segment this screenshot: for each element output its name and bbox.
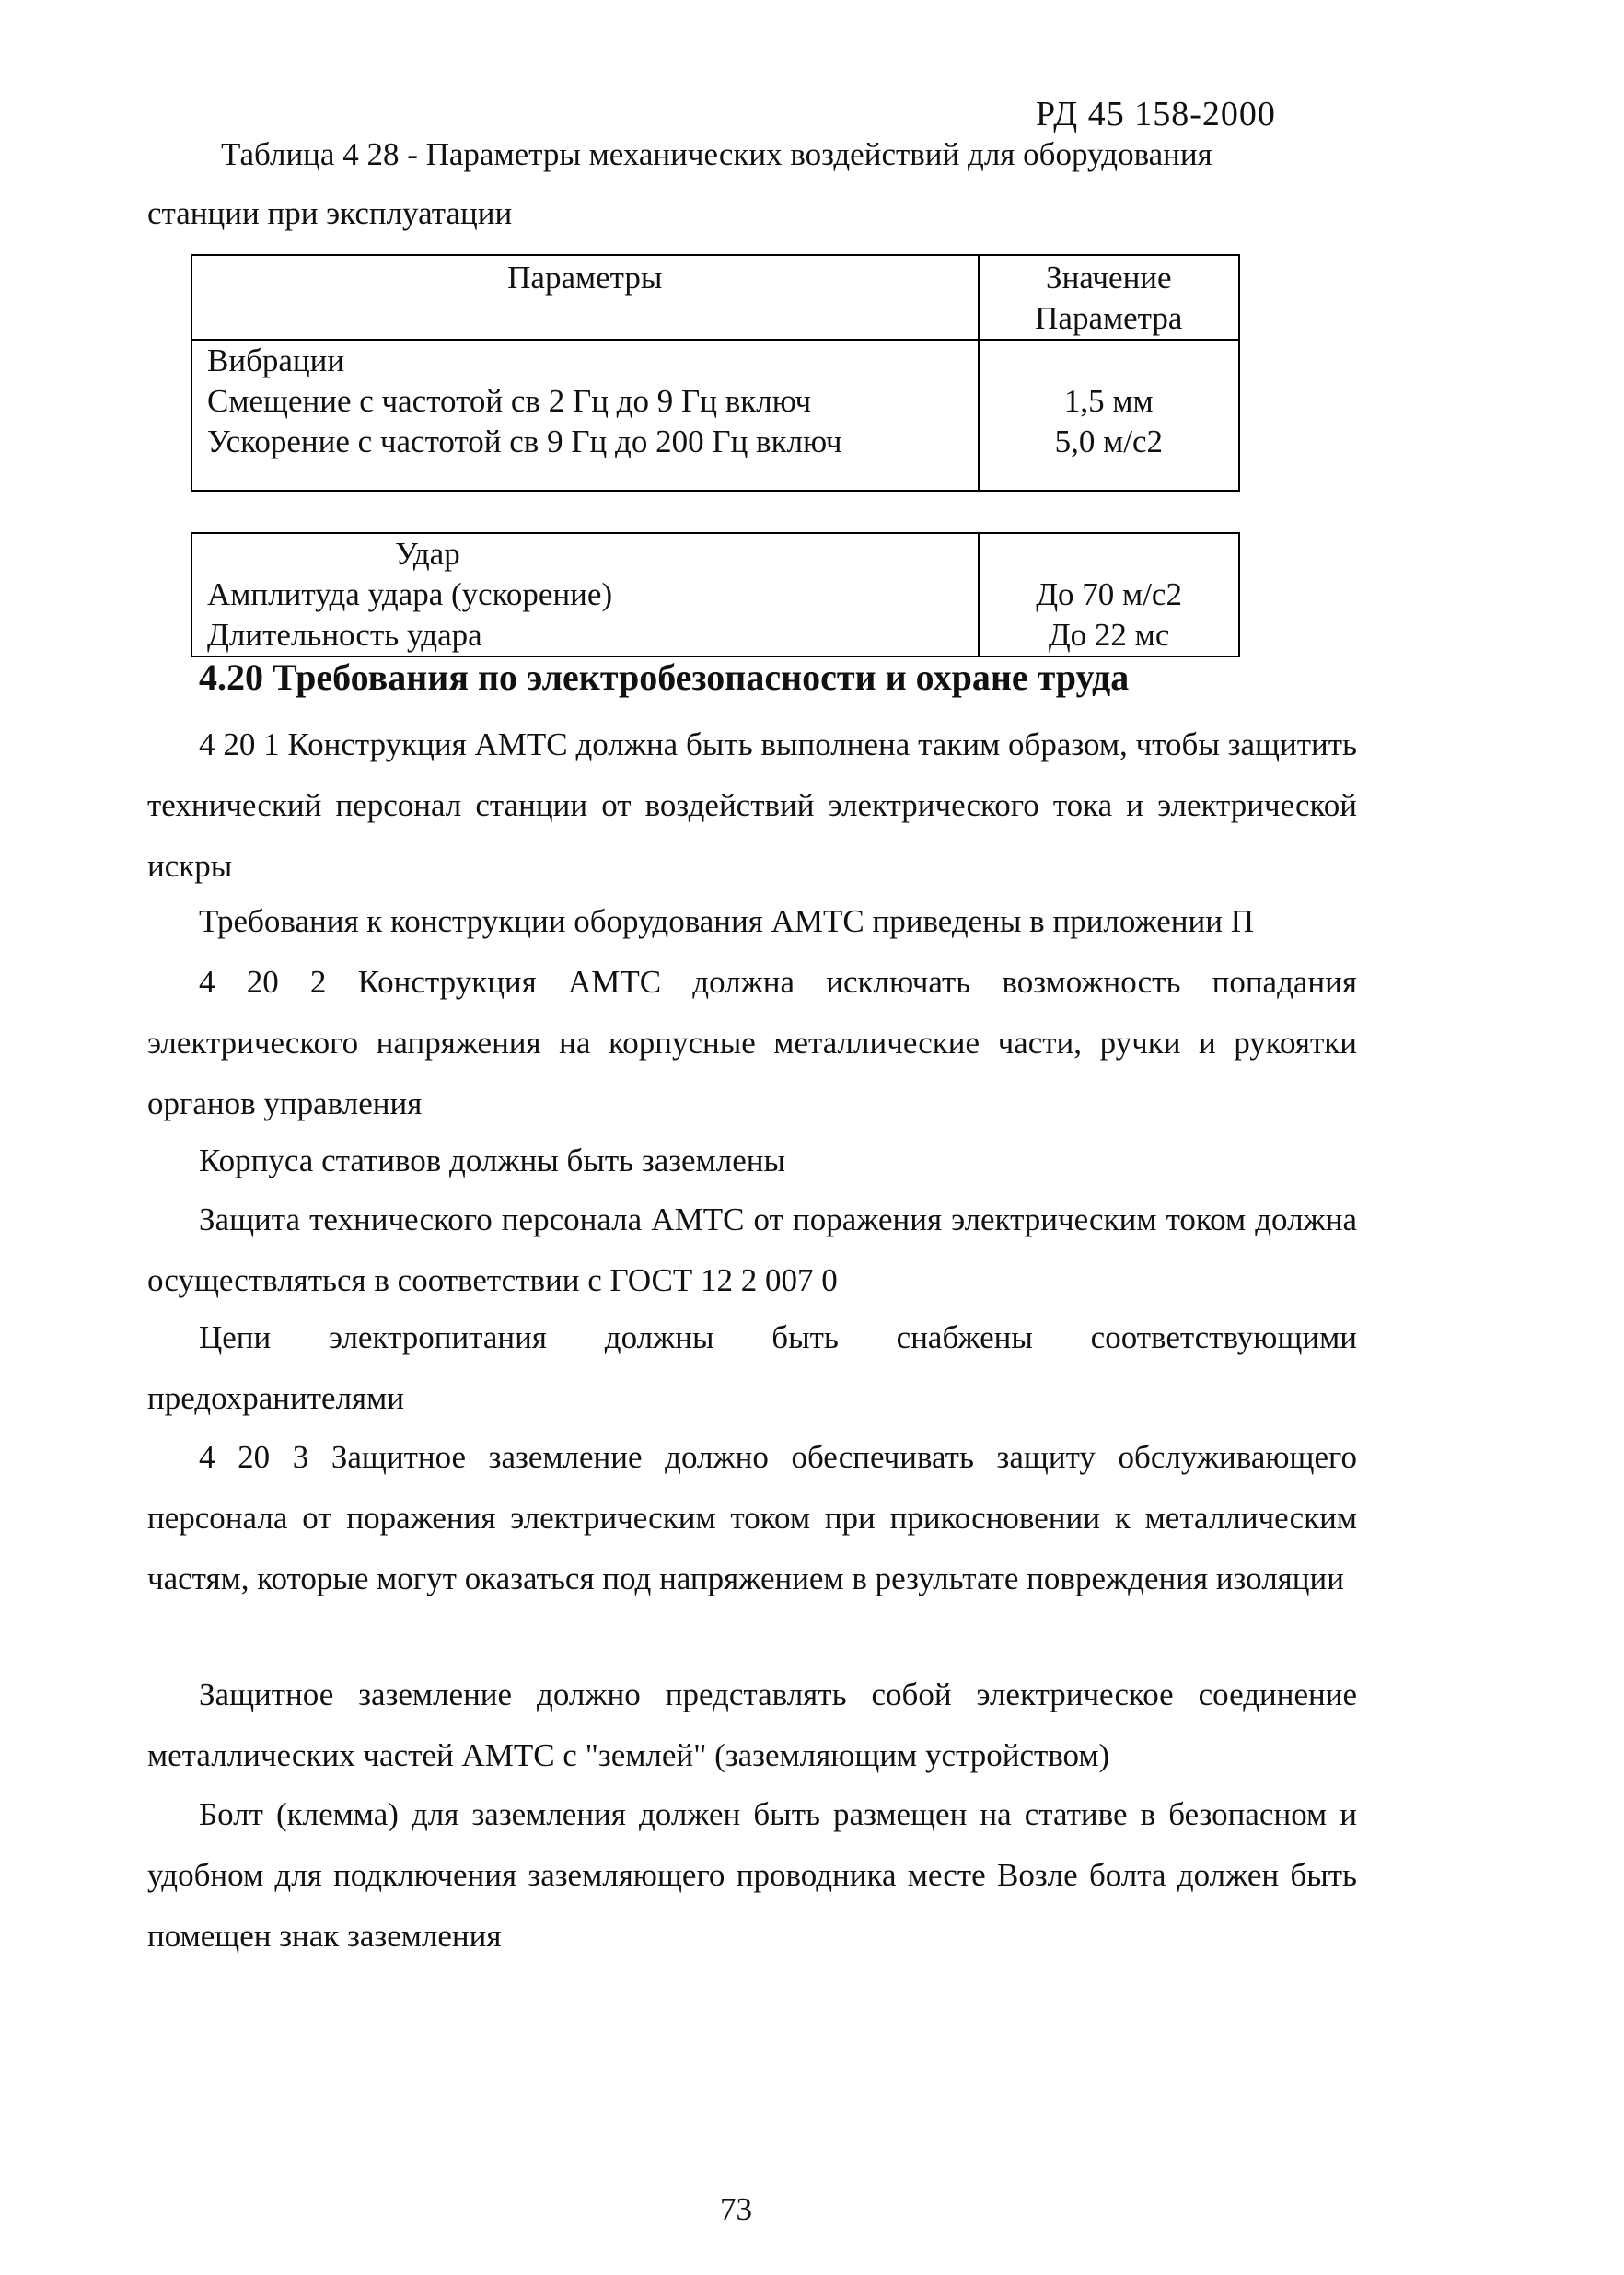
- paragraph-4-20-3: [147, 1427, 1357, 1609]
- value-displacement: 1,5 мм: [1063, 383, 1154, 419]
- table-row: [191, 340, 1239, 491]
- shock-group-label: Удар: [395, 536, 460, 572]
- shock-table: [191, 532, 1240, 657]
- page-number: 73: [720, 2191, 752, 2227]
- paragraph-text: 4 20 2 Конструкция АМТС должна исключать возможность попадания электрического напряжения на корпусные металлические части, ручки и рукоятки органов управления: [147, 964, 1357, 1121]
- value-amplitude: До 70 м/с2: [1036, 576, 1182, 612]
- paragraph-text: 4 20 3 Защитное заземление должно обеспечивать защиту обслуживающего персонала от поражения электрическим током при прикосновении к металлическим частям, которые могут оказаться под напряжением в результате повреждения изоляции: [147, 1439, 1357, 1596]
- paragraph-power-circuits: [147, 1307, 1357, 1429]
- paragraph-4-20-1: [147, 714, 1357, 897]
- paragraph-requirements-ref: [147, 891, 1357, 952]
- paragraph-text: Защитное заземление должно представлять собой электрическое соединение металлических частей АМТС с "землей" (заземляющим устройством): [147, 1677, 1357, 1773]
- paragraph-text: Цепи электропитания должны быть снабжены соответствующими предохранителями: [147, 1319, 1357, 1416]
- param-acceleration: Ускорение с частотой св 9 Гц до 200 Гц включ: [207, 424, 842, 459]
- vibration-group-label: Вибрации: [207, 342, 345, 378]
- document-id: РД 45 158-2000: [1036, 95, 1276, 133]
- shock-values-cell: [979, 533, 1239, 656]
- value-duration: До 22 мс: [1048, 617, 1170, 653]
- paragraph-personnel-protection: [147, 1190, 1357, 1311]
- value-header-line1: Значение: [1046, 260, 1172, 296]
- table-row: [191, 533, 1239, 656]
- table-header-row: [191, 255, 1239, 340]
- param-duration: Длительность удара: [207, 617, 482, 653]
- vibration-values-cell: [979, 340, 1239, 491]
- paragraph-ground-bolt: [147, 1784, 1357, 1967]
- table-caption-line1: Таблица 4 28 - Параметры механических воздействий для оборудования: [221, 136, 1212, 172]
- params-header: Параметры: [191, 255, 979, 340]
- section-heading: 4.20 Требования по электробезопасности и охране труда: [199, 656, 1130, 698]
- paragraph-text: Корпуса стативов должны быть заземлены: [199, 1143, 785, 1178]
- vibration-table: [191, 254, 1240, 492]
- value-acceleration: 5,0 м/с2: [1054, 424, 1163, 459]
- paragraph-4-20-2: [147, 952, 1357, 1134]
- paragraph-grounded-racks: [147, 1131, 1357, 1191]
- vibration-params-cell: [191, 340, 979, 491]
- paragraph-text: Болт (клемма) для заземления должен быть размещен на стативе в безопасном и удобном для подключения заземляющего проводника месте Возле болта должен быть помещен знак заземления: [147, 1796, 1357, 1954]
- param-displacement: Смещение с частотой св 2 Гц до 9 Гц включ: [207, 383, 812, 419]
- paragraph-ground-connection: [147, 1665, 1357, 1786]
- value-header-line2: Параметра: [1035, 300, 1183, 336]
- paragraph-text: 4 20 1 Конструкция АМТС должна быть выполнена таким образом, чтобы защитить технический персонал станции от воздействий электрического тока и электрической искры: [147, 726, 1357, 884]
- param-amplitude: Амплитуда удара (ускорение): [207, 576, 613, 612]
- shock-params-cell: [191, 533, 979, 656]
- table-caption-line2: станции при эксплуатации: [147, 195, 513, 231]
- paragraph-text: Защита технического персонала АМТС от поражения электрическим током должна осуществляться в соответствии с ГОСТ 12 2 007 0: [147, 1201, 1357, 1298]
- value-header: [979, 255, 1239, 340]
- paragraph-text: Требования к конструкции оборудования АМТС приведены в приложении П: [199, 903, 1254, 939]
